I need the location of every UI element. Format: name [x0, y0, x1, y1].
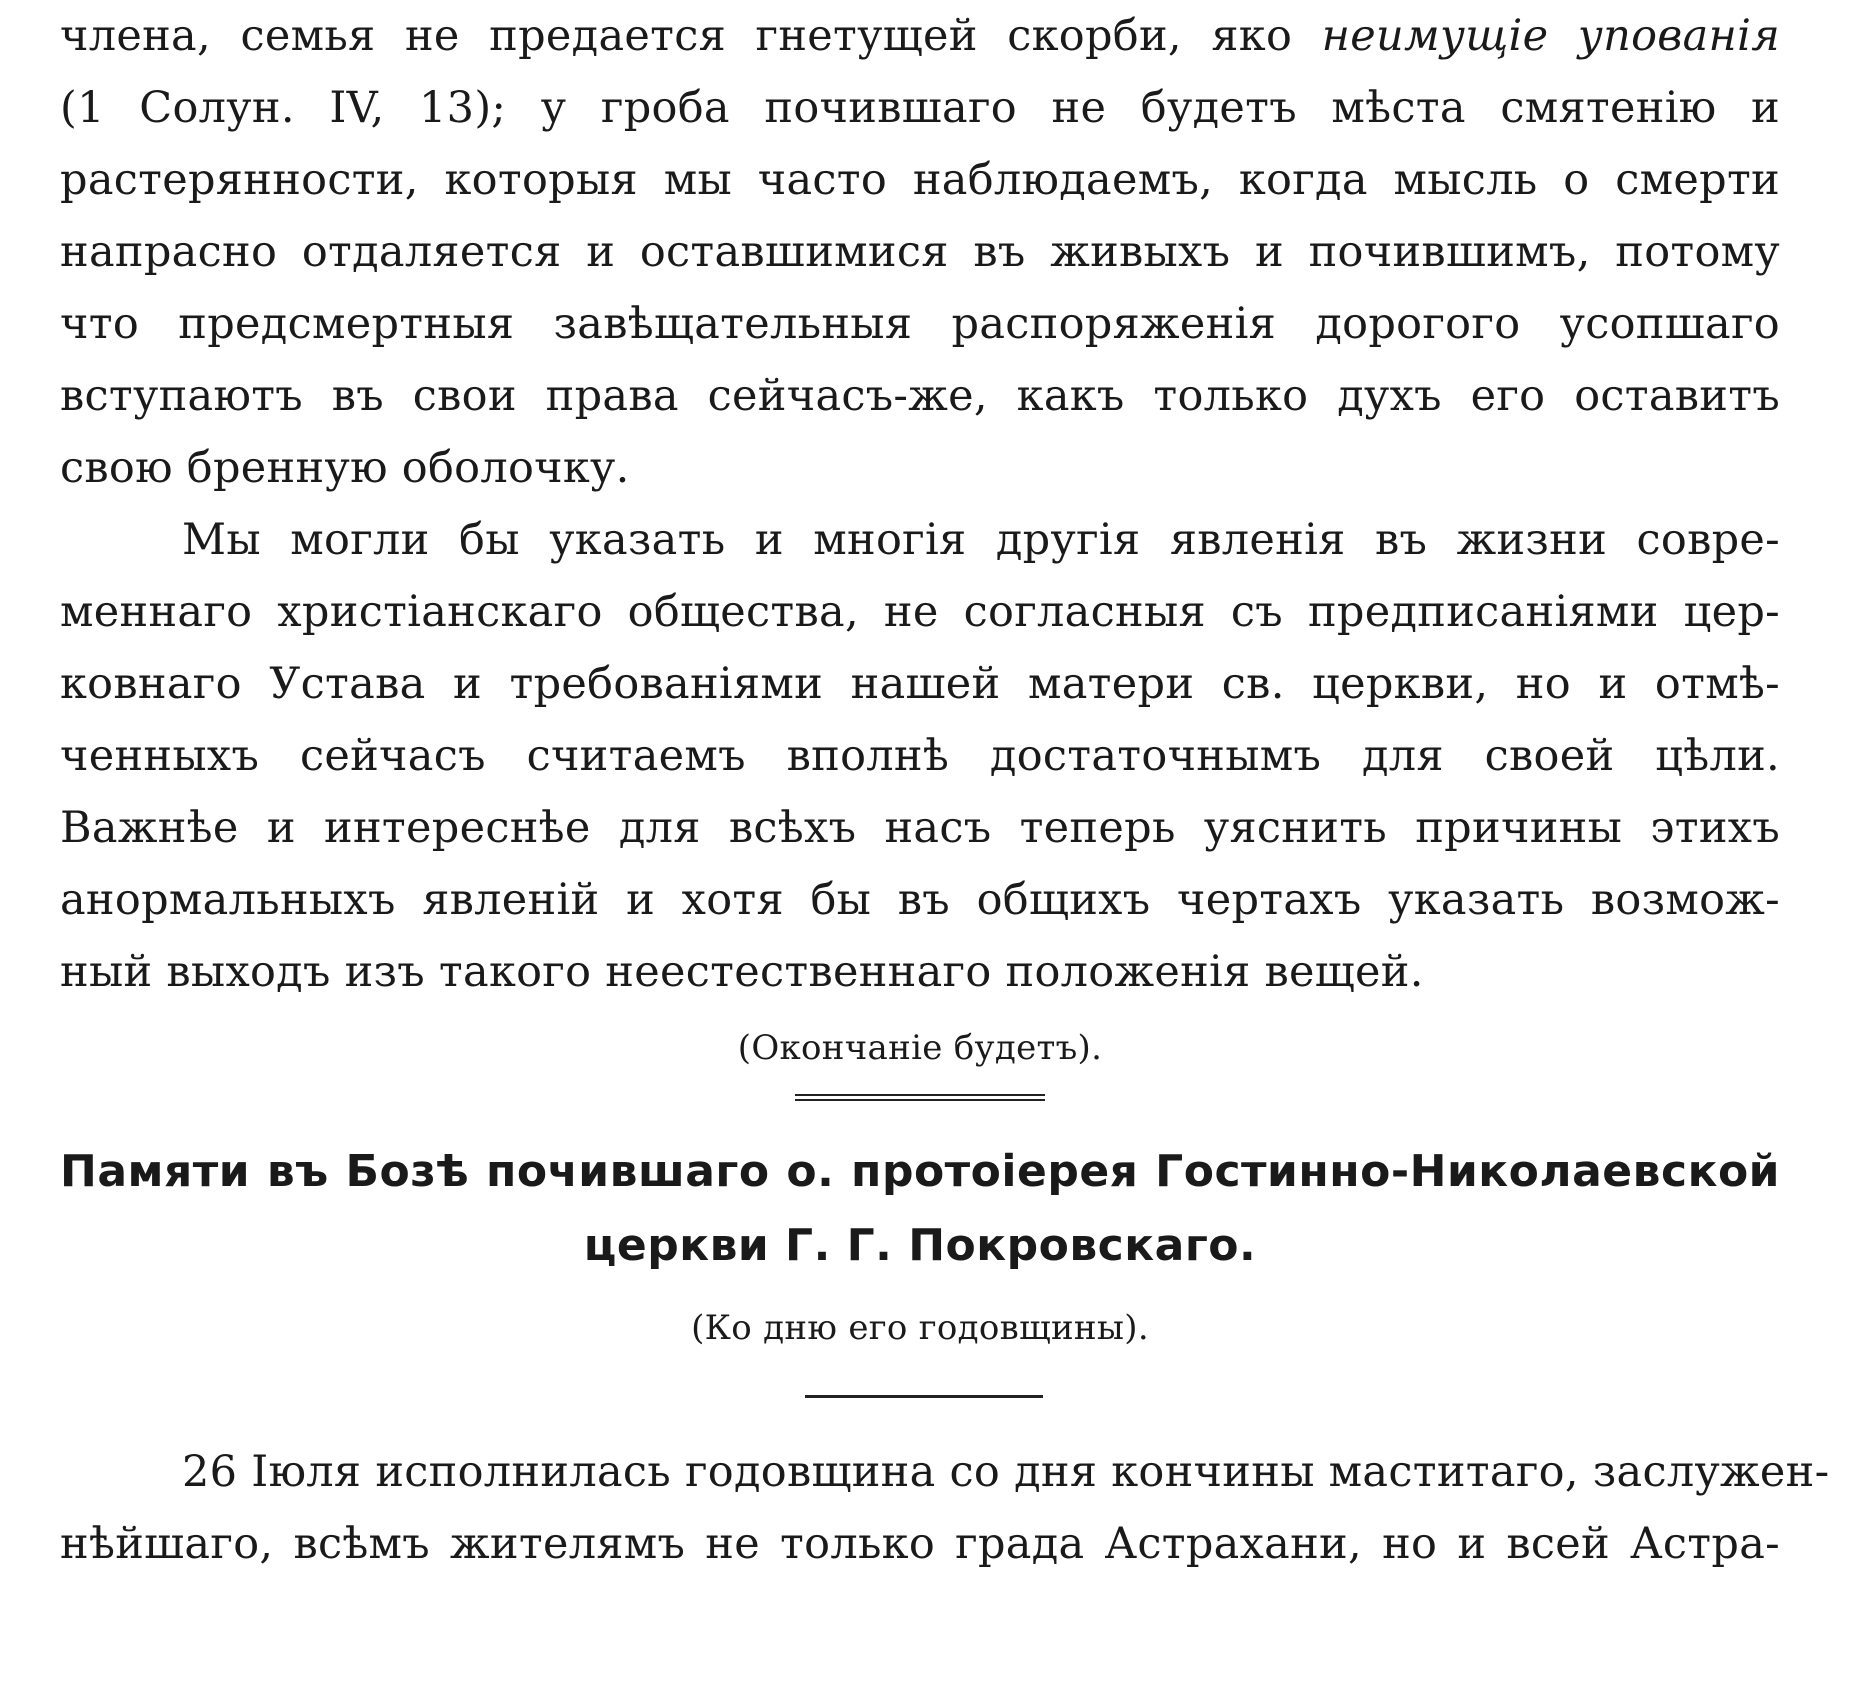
paragraph-1-line-4: напрасно отдаляется и оставшимися въ живыхъ и почившимъ, потому: [60, 227, 1780, 277]
paragraph-2-line-5: Важнѣе и интереснѣе для всѣхъ насъ теперь уяснить причины этихъ: [60, 803, 1780, 853]
paragraph-1-line-2: (1 Солун. IV, 13); у гроба почившаго не будетъ мѣста смятенію и: [60, 83, 1780, 133]
section-divider: [795, 1094, 1045, 1101]
paragraph-1-line-1-text: члена, семья не предается гнетущей скорби, яко: [60, 11, 1322, 61]
paragraph-2-line-3: ковнаго Устава и требованіями нашей матери св. церкви, но и отмѣ-: [60, 659, 1780, 709]
continuation-note: (Окончаніе будетъ).: [737, 1028, 1103, 1068]
paragraph-2-line-1: Мы могли бы указать и многія другія явленія въ жизни совре-: [182, 515, 1780, 565]
paragraph-1-line-7: свою бренную оболочку.: [60, 443, 630, 493]
paragraph-1-line-1: [60, 0, 1780, 72]
article-heading-line-1: Памяти въ Бозѣ почившаго о. протоіерея Гостинно-Николаевской: [60, 1146, 1780, 1197]
paragraph-3-line-1: 26 Іюля исполнилась годовщина со дня кончины маститаго, заслужен-: [182, 1447, 1830, 1497]
paragraph-2-line-4: ченныхъ сейчасъ считаемъ вполнѣ достаточнымъ для своей цѣли.: [60, 731, 1780, 781]
article-subheading: (Ко дню его годовщины).: [691, 1308, 1149, 1348]
paragraph-3-line-2: нѣйшаго, всѣмъ жителямъ не только града Астрахани, но и всей Астра-: [60, 1519, 1780, 1569]
paragraph-1-line-5: что предсмертныя завѣщательныя распоряженія дорогого усопшаго: [60, 299, 1780, 349]
article-heading-line-2: церкви Г. Г. Покровскаго.: [583, 1220, 1257, 1271]
paragraph-2-line-2: меннаго христіанскаго общества, не согласныя съ предписаніями цер-: [60, 587, 1780, 637]
heading-divider: [805, 1395, 1043, 1398]
italic-quote: неимущіе упованія: [1321, 11, 1780, 61]
paragraph-2-line-6: анормальныхъ явленій и хотя бы въ общихъ чертахъ указать возмож-: [60, 875, 1780, 925]
paragraph-1-line-6: вступаютъ въ свои права сейчасъ-же, какъ только духъ его оставитъ: [60, 371, 1780, 421]
paragraph-2-line-7: ный выходъ изъ такого неестественнаго положенія вещей.: [60, 947, 1424, 997]
paragraph-1-line-3: растерянности, которыя мы часто наблюдаемъ, когда мысль о смерти: [60, 155, 1780, 205]
